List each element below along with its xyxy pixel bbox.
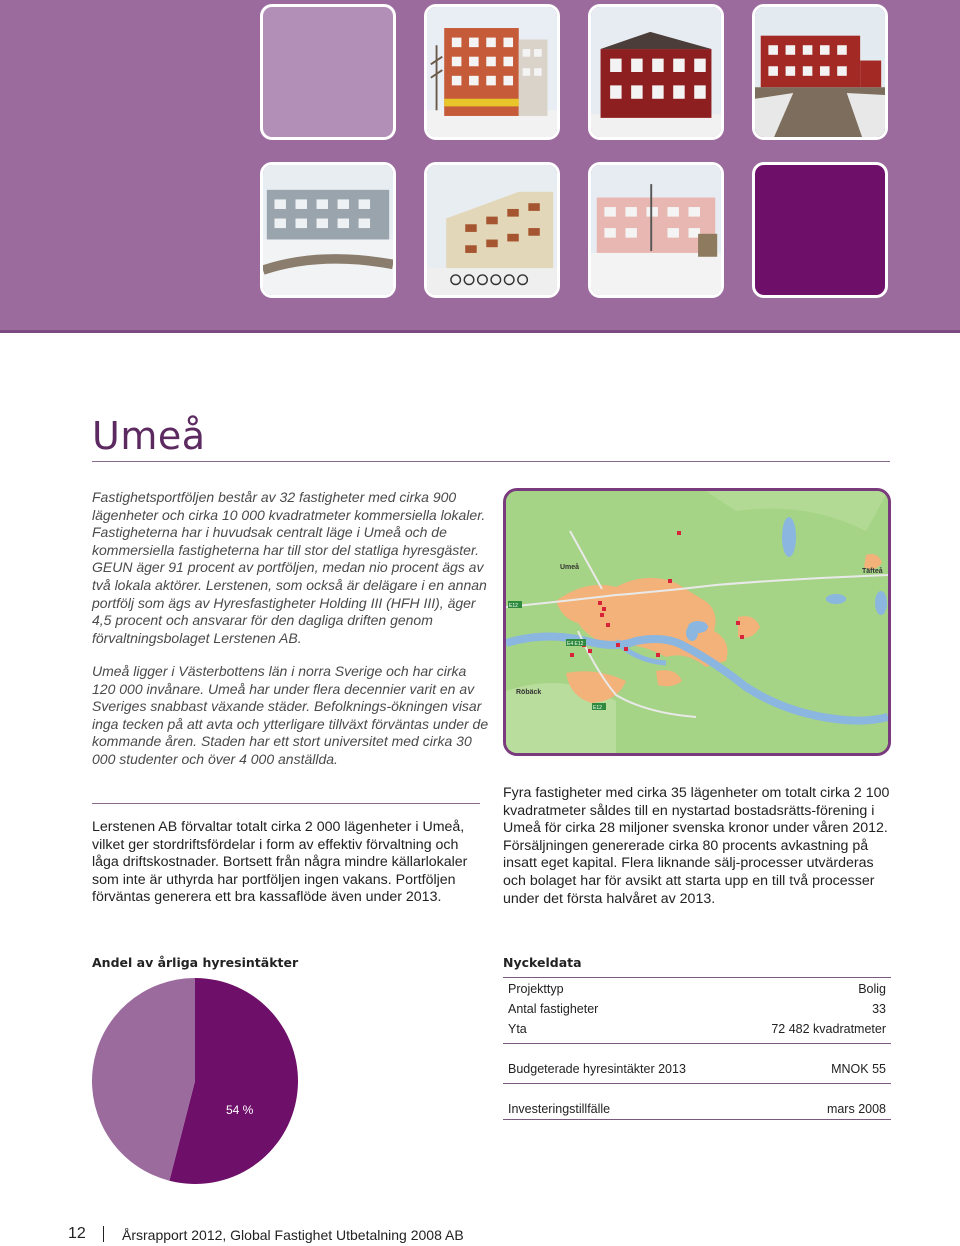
keydata-rule [503,1083,891,1084]
keydata-label-budget-rent: Budgeterade hyresintäkter 2013 [508,1062,686,1076]
road-badge-e12-west: E12 [509,603,518,609]
red-wooden-building-icon [588,4,724,140]
keydata-rule [503,1043,891,1044]
city-paragraph: Umeå ligger i Västerbottens län i norra Sverige och har cirka 120 000 invånare. Umeå har under flera decennier varit en av Sveriges snabbast växande städer. Befolknings-ökningen visar inga tecken på att avta och ytterligare tillväxt förväntas under de kommande åren. Staden har ett stort universitet med cirka 30 000 studenter och över 4 000 anställda. [92,663,489,767]
keydata-heading: Nyckeldata [503,955,582,970]
keydata-label-property-count: Antal fastigheter [508,1002,599,1016]
pink-apartment-block-icon [588,162,724,298]
keydata-label-investment-date: Investeringstillfälle [508,1102,611,1116]
page-number: 12 [68,1225,86,1242]
color-tile-lilac [260,4,396,140]
intro-paragraph: Fastighetsportföljen består av 32 fastigheter med cirka 900 lägenheter och cirka 10 000 kvadratmeter kommersiella lokaler. Fastigheterna har i huvudsak centralt läge i Umeå och de kommersiella fastigheterna har till stor del statliga hyresgäster. GEUN äger 91 procent av portföljen, medan nio procent ägs av två lokala aktörer. Lerstenen, som också är delägare i en annan portfölj som ägs av Hyresfastigheter Holding III (HFH III), äger 4,5 procent och ansvarar för den dagliga driften genom förvaltningsbolaget Lerstenen AB. [92,489,487,646]
keydata-label-area: Yta [508,1022,527,1036]
footer-separator [103,1226,104,1242]
header-divider [0,330,960,333]
keydata-value-area: 72 482 kvadratmeter [771,1022,886,1036]
beige-apartment-block-with-bikes-icon [424,162,560,298]
keydata-top-rule [503,977,891,978]
grey-apartment-block-icon [260,162,396,298]
pie-heading: Andel av årliga hyresintäkter [92,955,299,970]
location-map [503,488,891,756]
title-divider [92,461,890,462]
map-label-umea: Umeå [560,564,580,571]
management-paragraph: Lerstenen AB förvaltar totalt cirka 2 000 lägenheter i Umeå, vilket ger stordriftsfördelar i form av effektiv förvaltning och låga driftskostnader. Bortsett från några mindre källarlokaler som inte är uthyrda har portföljen ingen vakans. Portföljen förväntas generera ett bra kassaflöde även under 2013. [92,819,468,906]
map-label-tafte: Täfteå [862,568,883,575]
keydata-value-budget-rent: MNOK 55 [831,1062,886,1076]
map-label-roback: Röbäck [516,689,542,696]
keydata-value-investment-date: mars 2008 [826,1102,886,1116]
keydata-value-project-type: Bolig [858,982,886,996]
rent-share-pie-chart [92,978,298,1184]
red-building-with-muddy-yard-icon [752,4,888,140]
keydata-value-property-count: 33 [872,1002,886,1016]
pie-slice-label: 54 % [226,1103,254,1117]
sales-paragraph: Fyra fastigheter med cirka 35 lägenheter om totalt cirka 2 100 kvadratmeter såldes till en nystartad bostadsrätts-förening i Umeå för cirka 28 miljoner svenska kronor under våren 2012. Försäljningen genererade cirka 80 procents avkastning på insatt eget kapital. Flera liknande sälj-processer utvärderas och bolaget har för avsikt att starta upp en till två processer under det första halvåret av 2013. [503,785,890,907]
brick-apartment-building-icon [424,4,560,140]
footer-text: Årsrapport 2012, Global Fastighet Utbetalning 2008 AB [122,1227,464,1243]
section-divider [92,803,480,804]
road-badge-e4-e12: E4 E12 [567,641,584,647]
color-tile-plum [752,162,888,298]
road-badge-e12-south: E12 [593,705,602,711]
keydata-bottom-rule [503,1119,891,1120]
page-title: Umeå [92,414,206,458]
keydata-label-project-type: Projekttyp [508,982,564,996]
